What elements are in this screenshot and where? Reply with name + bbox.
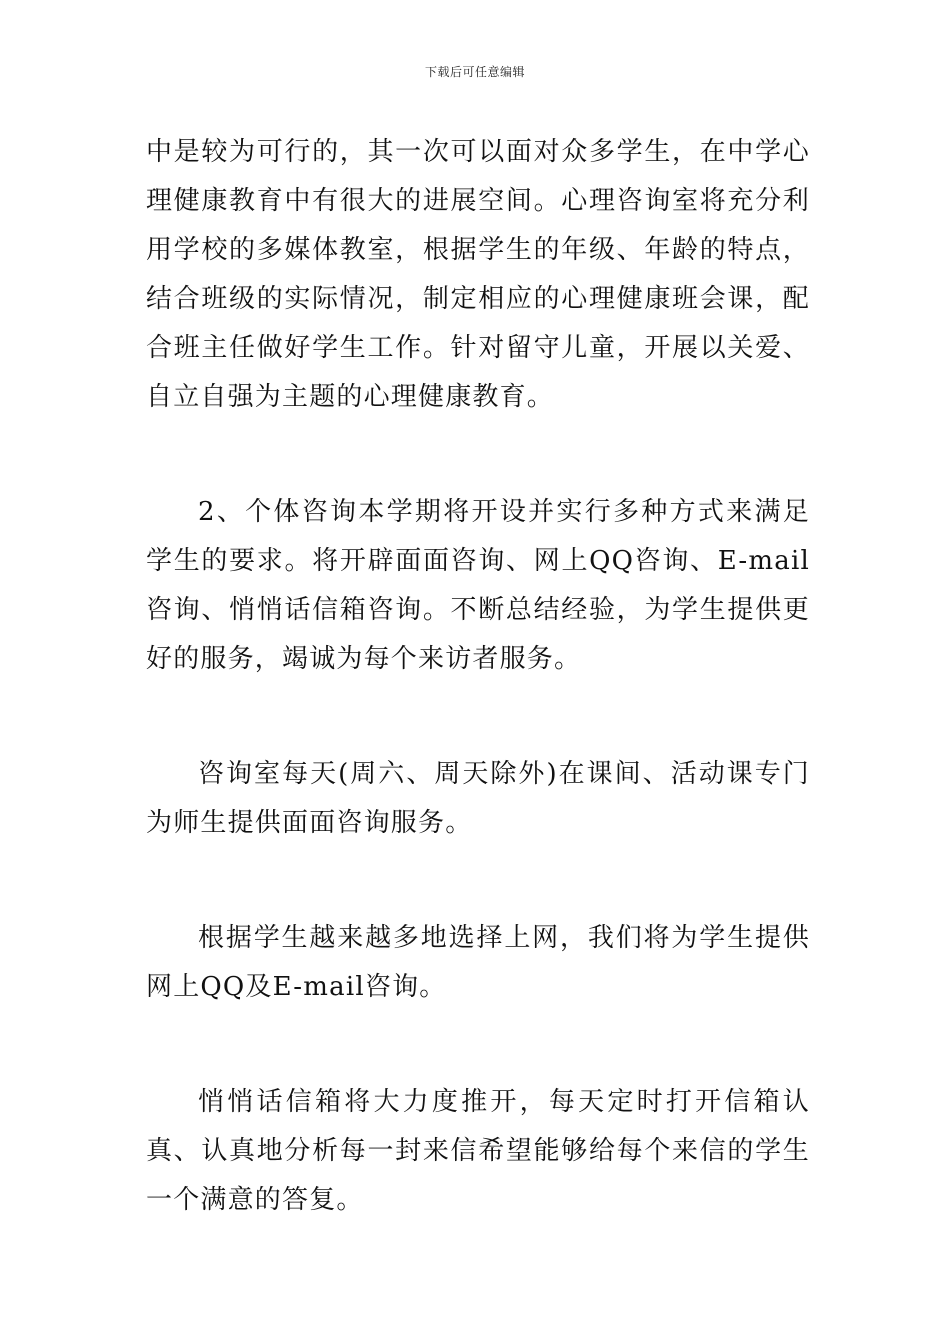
document-body xyxy=(146,128,810,1291)
paragraph-4: 根据学生越来越多地选择上网，我们将为学生提供网上QQ及E-mail咨询。 xyxy=(146,923,810,1002)
paragraph-2: 2、个体咨询本学期将开设并实行多种方式来满足学生的要求。将开辟面面咨询、网上QQ咨询、E-mail咨询、悄悄话信箱咨询。不断总结经验，为学生提供更好的服务，竭诚为每个来访者服务。 xyxy=(146,497,810,674)
page-header: 下载后可任意编辑 xyxy=(424,65,525,79)
paragraph-3: 咨询室每天(周六、周天除外)在课间、活动课专门为师生提供面面咨询服务。 xyxy=(146,759,810,838)
paragraph-5: 悄悄话信箱将大力度推开，每天定时打开信箱认真、认真地分析每一封来信希望能够给每个来信的学生一个满意的答复。 xyxy=(146,1087,810,1215)
paragraph-1: 中是较为可行的，其一次可以面对众多学生，在中学心理健康教育中有很大的进展空间。心理咨询室将充分利用学校的多媒体教室，根据学生的年级、年龄的特点，结合班级的实际情况，制定相应的心理健康班会课，配合班主任做好学生工作。针对留守儿童，开展以关爱、自立自强为主题的心理健康教育。 xyxy=(146,137,810,412)
